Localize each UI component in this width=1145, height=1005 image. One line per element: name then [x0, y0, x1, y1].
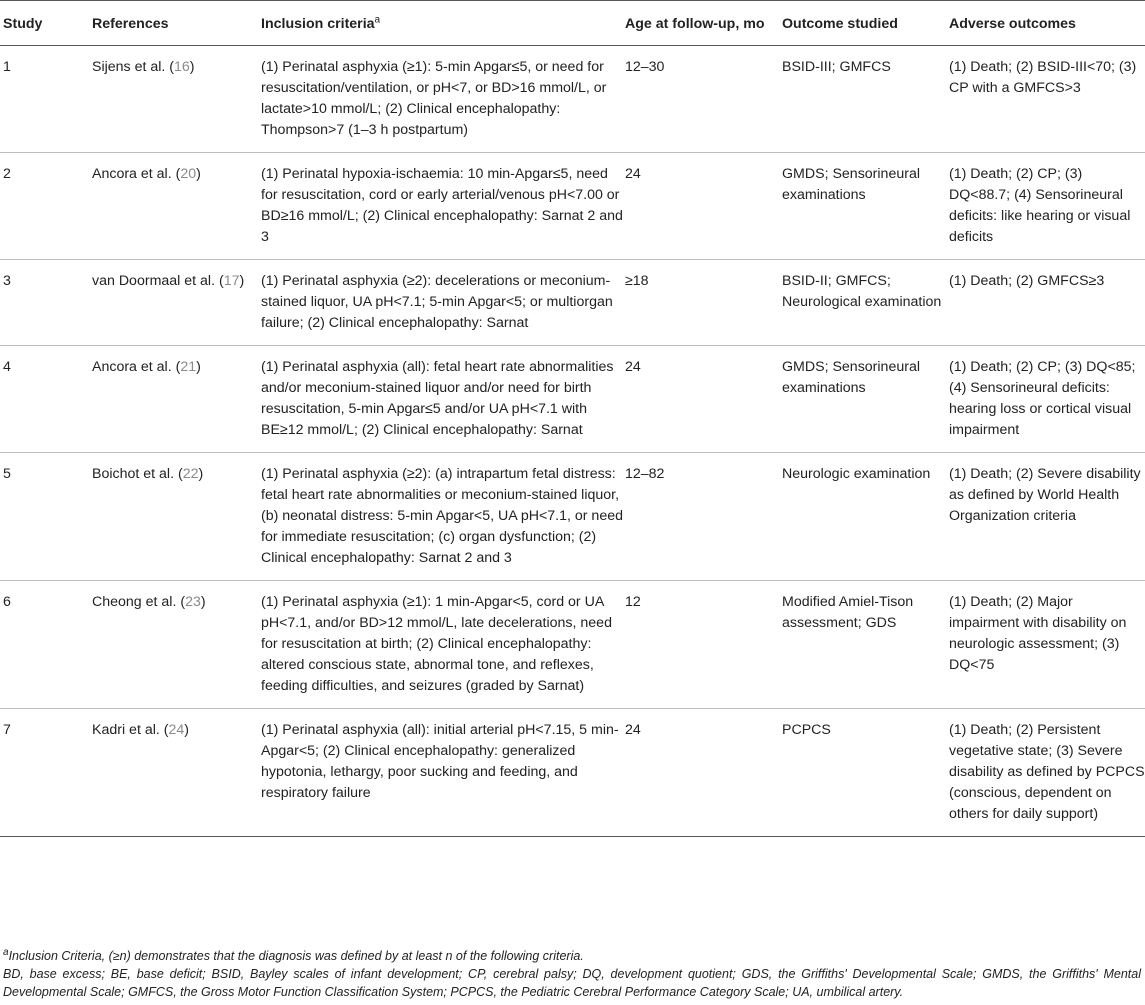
reference-close: ): [200, 594, 206, 610]
cell-age: 12: [625, 594, 641, 610]
header-footnote-marker: a: [374, 14, 381, 26]
reference-link[interactable]: 20: [180, 166, 197, 182]
reference-close: ): [196, 166, 201, 182]
footnote-criteria: [3, 947, 1141, 965]
cell-criteria: (1) Perinatal asphyxia (all): fetal heart rate abnormalities and/or meconium-stained liquor and/or need for birth resuscitation, 5-min Apgar≤5 and/or UA pH<7.1 with BE≥12 mmol/L; (2) Clinical encephalopathy: Sarnat: [261, 359, 614, 438]
cell-criteria: (1) Perinatal asphyxia (≥2): (a) intrapartum fetal distress: fetal heart rate abnormalities or meconium-stained liquor, (b) neonatal distress: 5-min Apgar<5, UA pH<7.1, or need for immediate resuscitation; (c) organ dysfunction; (2) Clinical encephalopathy: Sarnat 2 and 3: [261, 466, 623, 566]
header-inclusion-criteria-label: Inclusion criteria: [261, 16, 375, 32]
cell-adverse: (1) Death; (2) CP; (3) DQ<85; (4) Sensorineural deficits: hearing loss or cortical visual impairment: [949, 359, 1136, 438]
cell-reference: [92, 453, 261, 581]
table-row: [0, 346, 1145, 453]
header-outcome: Outcome studied: [782, 16, 898, 32]
cell-criteria: (1) Perinatal asphyxia (all): initial arterial pH<7.15, 5 min-Apgar<5; (2) Clinical encephalopathy: generalized hypotonia, lethargy, poor sucking and feeding, and respiratory failure: [261, 722, 619, 801]
table-footnotes: [3, 947, 1141, 1001]
cell-outcome: Neurologic examination: [782, 466, 931, 482]
cell-age: 24: [625, 722, 641, 738]
table-row: [0, 581, 1145, 709]
header-adverse-outcomes: Adverse outcomes: [949, 16, 1076, 32]
cell-outcome: PCPCS: [782, 722, 831, 738]
reference-link[interactable]: 21: [180, 359, 197, 375]
cell-outcome: GMDS; Sensorineural examinations: [782, 359, 920, 396]
table-row: [0, 453, 1145, 581]
cell-study: 3: [3, 273, 11, 289]
reference-link[interactable]: 17: [223, 273, 240, 289]
cell-study: 2: [3, 166, 11, 182]
cell-study: 1: [3, 59, 11, 75]
header-study: Study: [3, 16, 43, 32]
table-row: [0, 153, 1145, 260]
cell-criteria: (1) Perinatal asphyxia (≥1): 5-min Apgar≤5, or need for resuscitation/ventilation, or pH<7, or BD>16 mmol/L, or lactate>10 mmol/L; (2) Clinical encephalopathy: Thompson>7 (1–3 h postpartum): [261, 59, 607, 138]
reference-close: ): [189, 59, 195, 75]
table-row: [0, 709, 1145, 837]
cell-outcome: BSID-III; GMFCS: [782, 59, 891, 75]
cell-reference: [92, 153, 261, 260]
reference-close: ): [196, 359, 201, 375]
cell-reference: [92, 581, 261, 709]
cell-age: 12–82: [625, 466, 665, 482]
reference-authors: van Doormaal et al. (: [92, 273, 224, 289]
table-body: [0, 46, 1145, 837]
cell-adverse: (1) Death; (2) Major impairment with disability on neurologic assessment; (3) DQ<75: [949, 594, 1127, 673]
footnote-criteria-text: Inclusion Criteria, (≥n) demonstrates that the diagnosis was defined by at least n of the following criteria.: [8, 949, 584, 963]
cell-study: 6: [3, 594, 11, 610]
cell-outcome: BSID-II; GMFCS; Neurological examination: [782, 273, 942, 310]
cell-adverse: (1) Death; (2) Persistent vegetative state; (3) Severe disability as defined by PCPCS (conscious, dependent on others for daily support): [949, 722, 1145, 822]
table-row: [0, 46, 1145, 153]
cell-reference: [92, 709, 261, 837]
cell-outcome: GMDS; Sensorineural examinations: [782, 166, 920, 203]
footnote-marker: a: [3, 946, 9, 958]
cell-age: ≥18: [625, 273, 649, 289]
reference-authors: Sijens et al. (: [92, 59, 175, 75]
cell-criteria: (1) Perinatal hypoxia-ischaemia: 10 min-Apgar≤5, need for resuscitation, cord or early arterial/venous pH<7.00 or BD≥16 mmol/L; (2) Clinical encephalopathy: Sarnat 2 and 3: [261, 166, 623, 245]
reference-close: ): [239, 273, 245, 289]
cell-age: 12–30: [625, 59, 665, 75]
cell-study: 5: [3, 466, 11, 482]
reference-authors: Kadri et al. (: [92, 722, 169, 738]
cell-adverse: (1) Death; (2) BSID-III<70; (3) CP with a GMFCS>3: [949, 59, 1137, 96]
cell-adverse: (1) Death; (2) GMFCS≥3: [949, 273, 1105, 289]
cell-criteria: (1) Perinatal asphyxia (≥1): 1 min-Apgar<5, cord or UA pH<7.1, and/or BD>12 mmol/L, late decelerations, need for resuscitation at birth; (2) Clinical encephalopathy: altered conscious state, abnormal tone, and reflexes, feeding difficulties, and seizures (graded by Sarnat): [261, 594, 612, 694]
cell-outcome: Modified Amiel-Tison assessment; GDS: [782, 594, 914, 631]
reference-close: ): [198, 466, 204, 482]
cell-study: 4: [3, 359, 11, 375]
reference-link[interactable]: 22: [182, 466, 199, 482]
header-inclusion-criteria: [261, 1, 625, 46]
cell-reference: [92, 46, 261, 153]
header-age: Age at follow-up, mo: [625, 16, 765, 32]
footnote-abbreviations: BD, base excess; BE, base deficit; BSID, Bayley scales of infant development; CP, cerebral palsy; DQ, development quotient; GDS, the Griffiths' Developmental Scale; GMDS, the Griffiths' Mental Developmental Scale; GMFCS, the Gross Motor Function Classification System; PCPCS, the Pediatric Cerebral Performance Category Scale; UA, umbilical artery.: [3, 967, 1141, 999]
cell-reference: [92, 260, 261, 346]
reference-authors: Ancora et al. (: [92, 359, 181, 375]
reference-authors: Ancora et al. (: [92, 166, 181, 182]
reference-close: ): [184, 722, 190, 738]
reference-link[interactable]: 24: [168, 722, 185, 738]
cell-adverse: (1) Death; (2) CP; (3) DQ<88.7; (4) Sensorineural deficits: like hearing or visual deficits: [949, 166, 1131, 245]
reference-link[interactable]: 16: [174, 59, 190, 75]
cell-study: 7: [3, 722, 11, 738]
reference-authors: Boichot et al. (: [92, 466, 183, 482]
table-header: [0, 1, 1145, 46]
cell-criteria: (1) Perinatal asphyxia (≥2): decelerations or meconium-stained liquor, UA pH<7.1; 5-min Apgar<5; or multiorgan failure; (2) Clinical encephalopathy: Sarnat: [261, 273, 613, 331]
reference-authors: Cheong et al. (: [92, 594, 186, 610]
header-references: References: [92, 16, 169, 32]
cell-age: 24: [625, 166, 641, 182]
cell-age: 24: [625, 359, 641, 375]
reference-link[interactable]: 23: [185, 594, 201, 610]
cell-reference: [92, 346, 261, 453]
table-row: [0, 260, 1145, 346]
cell-adverse: (1) Death; (2) Severe disability as defined by World Health Organization criteria: [949, 466, 1141, 524]
